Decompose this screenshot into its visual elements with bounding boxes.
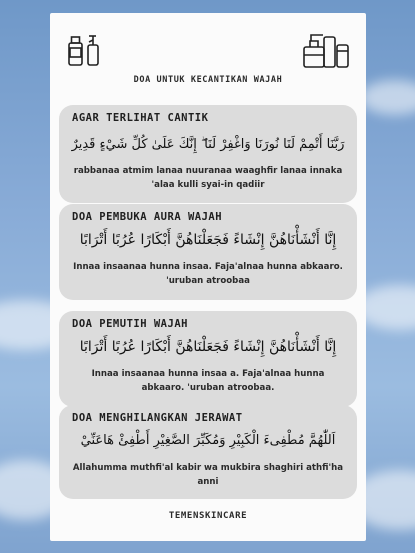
latin-transliteration: Innaa insaanaa hunna insaa. Faja'alnaa hunna abkaaro. 'uruban atroobaa	[73, 262, 343, 286]
latin-transliteration: Allahumma muthfi'al kabir wa mukbira shaghiri athfi'ha anni	[72, 463, 344, 487]
arabic-prayer-text: إِنَّا أَنْشَأْنَاهُنَّ إِنْشَاءً فَجَعَلْنَاهُنَّ أَبْكَارًا عُرُبًا أَتْرَابًا	[79, 232, 337, 248]
latin-transliteration: Innaa insaanaa hunna insaa a. Faja'alnaa hunna abkaaro. 'uruban atroobaa.	[91, 369, 325, 393]
section-title: DOA PEMBUKA AURA WAJAH	[72, 211, 223, 223]
brand-footer: TEMENSKINCARE	[168, 511, 248, 521]
section-title: AGAR TERLIHAT CANTIK	[72, 112, 209, 124]
section-title: DOA PEMUTIH WAJAH	[72, 318, 188, 330]
skincare-bottles-icon	[66, 33, 102, 67]
prayer-section-beautiful	[59, 105, 357, 203]
latin-transliteration: rabbanaa atmim lanaa nuuranaa waaghfir lanaa innaka 'alaa kulli syai-in qadiir	[73, 166, 343, 190]
prayer-card	[50, 13, 366, 541]
prayer-section-acne	[59, 405, 357, 499]
arabic-prayer-text: إِنَّا أَنْشَأْنَاهُنَّ إِنْشَاءً فَجَعَلْنَاهُنَّ أَبْكَارًا عُرُبًا أَتْرَابًا	[79, 339, 337, 355]
section-title: DOA MENGHILANGKAN JERAWAT	[72, 412, 243, 424]
prayer-section-face-aura	[59, 204, 357, 300]
arabic-prayer-text: رَبَّنَا أَتْمِمْ لَنَا نُورَنَا وَاغْفِرْ لَنَا ۖ إِنَّكَ عَلَىٰ كُلِّ شَيْءٍ قَدِيرٌ	[71, 137, 345, 152]
cloud-decoration	[360, 80, 415, 115]
page-title: DOA UNTUK KECANTIKAN WAJAH	[133, 75, 283, 85]
arabic-prayer-text: اَللّٰهُمَّ مُطْفِىءَ الْكَبِيْرِ وَمُكَبِّرَ الصَّغِيْرِ أَطْفِئْ هَاعَنِّيْ	[80, 433, 336, 448]
prayer-section-face-whitening	[59, 311, 357, 407]
skincare-products-icon	[302, 29, 350, 69]
